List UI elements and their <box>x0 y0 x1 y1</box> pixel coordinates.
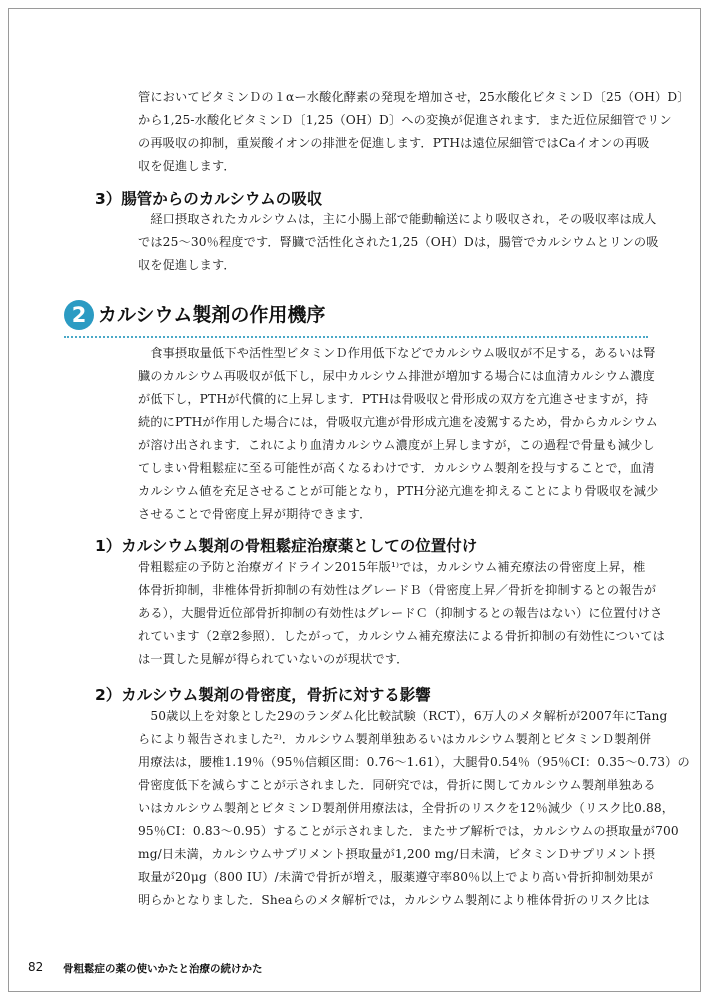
text-line: ある），大腿骨近位部骨折抑制の有効性はグレードＣ（抑制するとの報告はない）に位置付けさ <box>138 606 663 620</box>
section-heading: 3）腸管からのカルシウムの吸収 <box>95 190 323 208</box>
chapter-title: カルシウム製剤の作用機序 <box>98 304 326 326</box>
text-line: させることで骨密度上昇が期待できます． <box>138 507 372 521</box>
sub1-paragraph <box>138 556 665 671</box>
text-line: れています（2章2参照）．したがって，カルシウム補充療法による骨折抑制の有効性については <box>138 629 665 643</box>
text-line: 続的にPTHが作用した場合には，骨吸収亢進が骨形成亢進を凌駕するため，骨からカルシウム <box>138 415 658 429</box>
section-heading: 1）カルシウム製剤の骨粗鬆症治療薬としての位置付け <box>95 537 478 555</box>
text-line: 収を促進します． <box>138 159 236 173</box>
text-line: 取量が20μg（800 IU）/未満で骨折が増え，服薬遵守率80％以上でより高い骨折抑制効果が <box>138 870 654 884</box>
sub2-paragraph <box>138 705 690 912</box>
text-line: てしまい骨粗鬆症に至る可能性が高くなるわけです．カルシウム製剤を投与することで，血清 <box>138 461 655 475</box>
text-line: いはカルシウム製剤とビタミンＤ製剤併用療法は，全骨折のリスクを12％減少（リスク比0.88， <box>138 801 675 815</box>
running-footer-title: 骨粗鬆症の薬の使いかたと治療の続けかた <box>63 963 263 975</box>
text-line: 骨密度低下を減らすことが示されました．同研究では，骨折に関してカルシウム製剤単独ある <box>138 778 656 792</box>
text-line: 体骨折抑制，非椎体骨折抑制の有効性はグレードＢ（骨密度上昇／骨折を抑制するとの報告が <box>138 583 657 597</box>
text-line: から1,25-水酸化ビタミンＤ〔1,25（OH）D〕への変換が促進されます．また近位尿細管でリン <box>138 113 672 127</box>
chapter-number-badge: 2 <box>64 300 94 330</box>
text-line: 明らかとなりました．Sheaらのメタ解析では，カルシウム製剤により椎体骨折のリスク比は <box>138 893 650 907</box>
intro-paragraph <box>138 86 690 178</box>
text-line: が溶け出されます．これにより血清カルシウム濃度が上昇しますが，この過程で骨量も減少し <box>138 438 655 452</box>
text-line: mg/日未満，カルシウムサプリメント摂取量が1,200 mg/日未満，ビタミンＤサプリメント摂 <box>138 847 656 861</box>
text-line: カルシウム値を充足させることが可能となり，PTH分泌亢進を抑えることにより骨吸収を減少 <box>138 484 659 498</box>
text-line: が低下し，PTHが代償的に上昇します．PTHは骨吸収と骨形成の双方を亢進させますが，持 <box>138 392 649 406</box>
chapter-heading <box>64 300 648 338</box>
section3-paragraph <box>138 208 659 277</box>
text-line: では25～30％程度です．腎臓で活性化された1,25（OH）Dは，腸管でカルシウムとリンの吸 <box>138 235 659 249</box>
section-heading: 2）カルシウム製剤の骨密度，骨折に対する影響 <box>95 686 431 704</box>
text-line: らにより報告されました²⁾．カルシウム製剤単独あるいはカルシウム製剤とビタミンＤ製剤併 <box>138 732 652 746</box>
text-line: 収を促進します． <box>138 258 236 272</box>
chapter2-paragraph <box>138 342 659 526</box>
text-line: の再吸収の抑制，重炭酸イオンの排泄を促進します．PTHは遠位尿細管ではCaイオンの再吸 <box>138 136 650 150</box>
text-line: は一貫した見解が得られていないのが現状です． <box>138 652 409 666</box>
text-line: 管においてビタミンＤの１αー水酸化酵素の発現を増加させ，25水酸化ビタミンＤ〔25（OH）D〕 <box>138 90 690 104</box>
text-line: 臓のカルシウム再吸収が低下し，尿中カルシウム排泄が増加する場合には血清カルシウム濃度 <box>138 369 655 383</box>
text-line: 食事摂取量低下や活性型ビタミンＤ作用低下などでカルシウム吸収が不足する，あるいは腎 <box>138 346 656 360</box>
text-line: 50歳以上を対象とした29のランダム化比較試験（RCT），6万人のメタ解析が2007年にTang <box>138 709 668 723</box>
text-line: 用療法は，腰椎1.19％（95％信頼区間：0.76～1.61），大腿骨0.54％（95％CI：0.35～0.73）の <box>138 755 690 769</box>
text-line: 骨粗鬆症の予防と治療ガイドライン2015年版¹⁾では，カルシウム補充療法の骨密度上昇，椎 <box>138 560 646 574</box>
page-number: 82 <box>28 960 44 974</box>
text-line: 95％CI：0.83～0.95）することが示されました．またサブ解析では，カルシウムの摂取量が700 <box>138 824 679 838</box>
text-line: 経口摂取されたカルシウムは，主に小腸上部で能動輸送により吸収され，その吸収率は成人 <box>138 212 657 226</box>
page-footer <box>0 957 709 977</box>
